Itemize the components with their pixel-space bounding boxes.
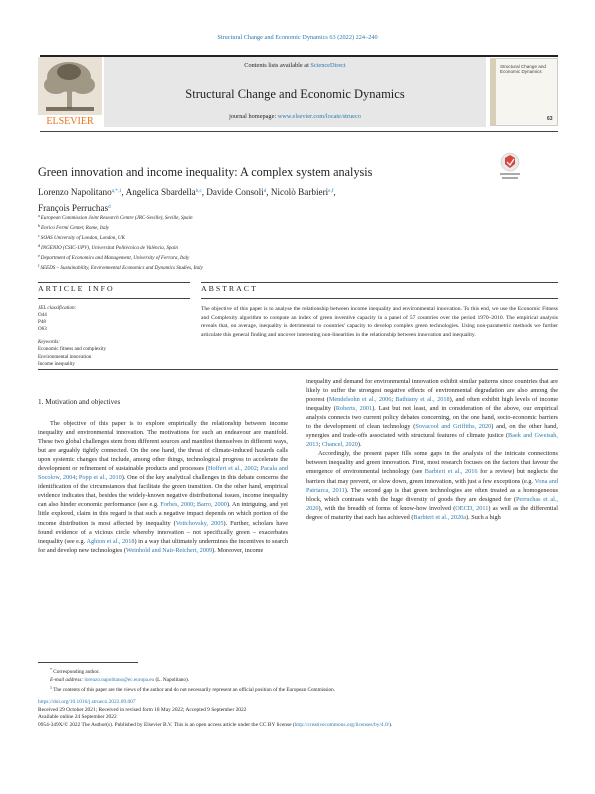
elsevier-wordmark: ELSEVIER — [46, 116, 94, 127]
author-list: Lorenzo Napolitano$^{a,*,1}$, Angelica Sbardella$^{b,c}$, Davide Consoli$^d$, Nicolò Barbieri$^{e,f}$, François Perruchas$^d$ — [38, 187, 336, 213]
citation-link[interactable]: Sovacool and Griffiths, 2020 — [415, 423, 492, 431]
citation-link[interactable]: Roberts, 2001 — [335, 405, 373, 413]
author-name[interactable]: François Perruchas — [38, 203, 109, 213]
citation-link[interactable]: Hoffert et al., 2002 — [208, 465, 257, 473]
received-dates: Received 29 October 2021; Received in revised form 18 May 2022; Accepted 9 September 2022 — [38, 706, 247, 713]
body-paragraph: Accordingly, the present paper fills some gaps in the analysis of the intricate connections between inequality and green innovation. First, most research focuses on the factors that favour the emergence of environmental technology (see Barbieri et al., 2016 for a review) but neglects the barriers that may prevent, or slow down, green innovation, with just a few exceptions (e.g. Vona and Patriarca, 2011). The second gap is that green technologies are often treated as a homogeneous block, which contrasts with the huge diversity of goods they are designed for (Perruchas et al., 2020), with the breadth of forms of know-how involved (OECD, 2011) as well as the differential degree of maturity that each has achieved (Barbieri et al., 2020a). Such a high — [306, 450, 559, 521]
citation-link[interactable]: Pacala and Socolow, 2004 — [38, 465, 288, 482]
affiliation-list — [38, 212, 488, 273]
author-affiliation-marks[interactable]: e,f — [328, 189, 334, 194]
citation-link[interactable]: Popp et al., 2010 — [78, 474, 122, 482]
check-for-updates-icon[interactable] — [497, 152, 523, 182]
citation-link[interactable]: Mendelsohn et al., 2006 — [328, 396, 392, 404]
journal-reference-link[interactable]: Structural Change and Economic Dynamics 63 (2022) 224–240 — [217, 34, 378, 41]
affiliation-item: $^a$European Commission Joint Research Centre (JRC-Seville), Seville, Spain — [38, 213, 193, 221]
abstract-top-rule — [201, 282, 558, 283]
footnote-rule — [38, 662, 138, 663]
author-email-link[interactable]: lorenzo.napolitano@ec.europa.eu — [84, 677, 155, 683]
available-online-date: Available online 24 September 2022 — [38, 714, 117, 721]
citation-link[interactable]: OECD, 2011 — [455, 504, 489, 512]
keyword: Environmental innovation — [38, 353, 92, 360]
author-affiliation-marks[interactable]: b,c — [195, 189, 202, 194]
citation-link[interactable]: Barro, 2000 — [196, 501, 227, 509]
body-column-right — [306, 377, 558, 522]
jel-code: P48 — [38, 319, 46, 326]
paper-title: Green innovation and income inequality: A complex system analysis — [38, 165, 373, 179]
citation-link[interactable]: Bathiany et al., 2018 — [395, 396, 450, 404]
keyword: Income inequality — [38, 360, 75, 367]
footnote-disclaimer: $^1$ The contents of this paper are the views of the author and do not necessarily represent an official position of the European Commission. — [50, 685, 336, 693]
journal-cover-stripe — [490, 58, 496, 126]
abstract-mid-rule — [201, 298, 558, 299]
affiliation-item: $^e$Department of Economics and Management, University of Ferrara, Italy — [38, 253, 190, 262]
license-statement: 0954-349X/© 2022 The Author(s). Published by Elsevier B.V. This is an open access article under the CC BY license (http://creativecommons.org/licenses/by/4.0/). — [38, 721, 393, 728]
sciencedirect-link[interactable]: ScienceDirect — [310, 62, 346, 69]
jel-label: JEL classification: — [38, 305, 77, 311]
author-name[interactable]: Davide Consoli — [206, 187, 264, 197]
article-info-block — [38, 305, 190, 368]
abstract-bottom-rule — [38, 369, 558, 370]
citation-link[interactable]: Baek and Gweisah, 2013 — [306, 432, 558, 449]
affiliation-item: $^b$Enrico Fermi Center, Rome, Italy — [38, 223, 110, 232]
article-info-heading: ARTICLE INFO — [38, 284, 115, 293]
journal-cover-volume: 63 — [547, 116, 553, 122]
citation-link[interactable]: Barbieri et al., 2020a — [413, 513, 467, 521]
author-name[interactable]: Nicolò Barbieri — [270, 187, 329, 197]
citation-link[interactable]: Aghion et al., 2018 — [86, 537, 135, 545]
footnote-email: E-mail address: lorenzo.napolitano@ec.europa.eu (L. Napolitano). — [50, 677, 190, 683]
author-affiliation-marks[interactable]: d — [108, 205, 111, 210]
citation-link[interactable]: Vona and Patriarca, 2011 — [306, 477, 558, 494]
body-column-left: The objective of this paper is to explore empirically the relationship between income inequality and environmental innovation. The motivations for such an endeavour are manifold. These two global challenges stem from different sources and manifest themselves in different ways, but are arguably tightly connected. On the one hand, the threat of climate-induced hazards calls upon systemic changes that include, among other things, technological progress to accelerate the development or refinement of sustainable products and processes (Hoffert et al., 2002; Pacala and Socolow, 2004; Popp et al., 2010). One of the key analytical challenges in this debate concerns the identification of the circumstances that facilitate the green transition. On the other hand, empirical evidence indicates that, besides the widely-known negative distributional issues, income inequality can also hinder economic performance (see e.g. Forbes, 2000; Barro, 2000). An intriguing, and yet little explored, claim in this regard is that such a negative impact depends on which portion of the income distribution is most affected by inequality (Voitchovsky, 2005). Further, scholars have found evidence of a vicious circle whereby innovation – not specifically green – exacerbates inequality (see e.g. Aghion et al., 2018) in a way that ultimately undermines the incentives to search for and develop new technologies (Weinhold and Nair-Reichert, 2009). Moreover, income — [38, 420, 289, 554]
journal-cover-title: Structural Change and Economic Dynamics — [500, 64, 546, 75]
section-heading: 1. Motivation and objectives — [38, 398, 121, 406]
affiliation-item: $^d$INGENIO (CSIC-UPV), Universitat Politècnica de València, Spain — [38, 243, 178, 252]
keyword: Economic fitness and complexity — [38, 346, 107, 353]
abstract-text: The objective of this paper is to analyse the relationship between income inequality and environmental innovation. To this end, we use the Economic Fitness and Complexity algorithm to compute an index of green inventive capacity in a panel of 57 countries over the period 1970–2010. The empirical analysis reveals that, on average, inequality is detrimental to countries' capacity to develop complex green technologies. Using non-parametric methods we further articulate this general finding and uncover interesting non-linearities in the relationship between innovation and inequality. — [201, 306, 558, 338]
homepage-line: journal homepage: www.elsevier.com/locate/strueco — [229, 113, 361, 120]
author-name[interactable]: Lorenzo Napolitano — [38, 187, 112, 197]
doi-link[interactable]: https://doi.org/10.1016/j.strueco.2022.09.007 — [38, 699, 136, 705]
citation-link[interactable]: Forbes, 2000 — [160, 501, 194, 509]
article-info-mid-rule — [38, 298, 190, 299]
citation-link[interactable]: Perruchas et al., 2020 — [306, 495, 558, 512]
affiliation-item: $^c$SOAS University of London, London, UK — [38, 233, 125, 242]
author-affiliation-marks[interactable]: d — [263, 189, 267, 194]
jel-code: O63 — [38, 326, 47, 333]
journal-homepage-link[interactable]: www.elsevier.com/locate/strueco — [277, 113, 361, 120]
contents-line: Contents lists available at ScienceDirect — [244, 62, 346, 69]
license-link[interactable]: http://creativecommons.org/licenses/by/4.0/ — [294, 721, 390, 728]
article-info-top-rule — [38, 282, 190, 283]
elsevier-tree-logo-icon — [38, 57, 102, 127]
citation-link[interactable]: Barbieri et al., 2016 — [424, 468, 478, 476]
citation-link[interactable]: Chancel, 2020 — [321, 441, 358, 449]
abstract-heading: ABSTRACT — [201, 284, 258, 293]
journal-title: Structural Change and Economic Dynamics — [185, 87, 405, 101]
affiliation-item: $^f$SEEDS – Sustainability, Environmental Economics and Dynamics Studies, Italy — [38, 263, 203, 272]
author-affiliation-marks[interactable]: a,*,1 — [111, 189, 122, 194]
footnote-corresponding: * Corresponding author. — [50, 667, 100, 675]
citation-link[interactable]: Weinhold and Nair-Reichert, 2009 — [126, 546, 213, 554]
keywords-label: Keywords: — [38, 339, 60, 346]
footnotes — [38, 666, 558, 694]
jel-code: O44 — [38, 312, 47, 319]
body-paragraph: inequality and demand for environmental innovation exhibit similar patterns since countries that are likely to suffer the strongest negative effects of environmental degradation are also among the poorest (Mendelsohn et al., 2006; Bathiany et al., 2018), and often exhibit high levels of income inequality (Roberts, 2001). Last but not least, and in consideration of the above, our empirical analysis connects two current policy debates concerning, on the one hand, socio-economic barriers to the development of clean technology (Sovacool and Griffiths, 2020) and, on the other hand, synergies and trade-offs associated with structural features of climate justice (Baek and Gweisah, 2013; Chancel, 2020). — [306, 378, 558, 449]
publication-info — [38, 699, 558, 729]
citation-link[interactable]: Voitchovsky, 2005 — [175, 519, 224, 527]
author-name[interactable]: Angelica Sbardella — [125, 187, 196, 197]
